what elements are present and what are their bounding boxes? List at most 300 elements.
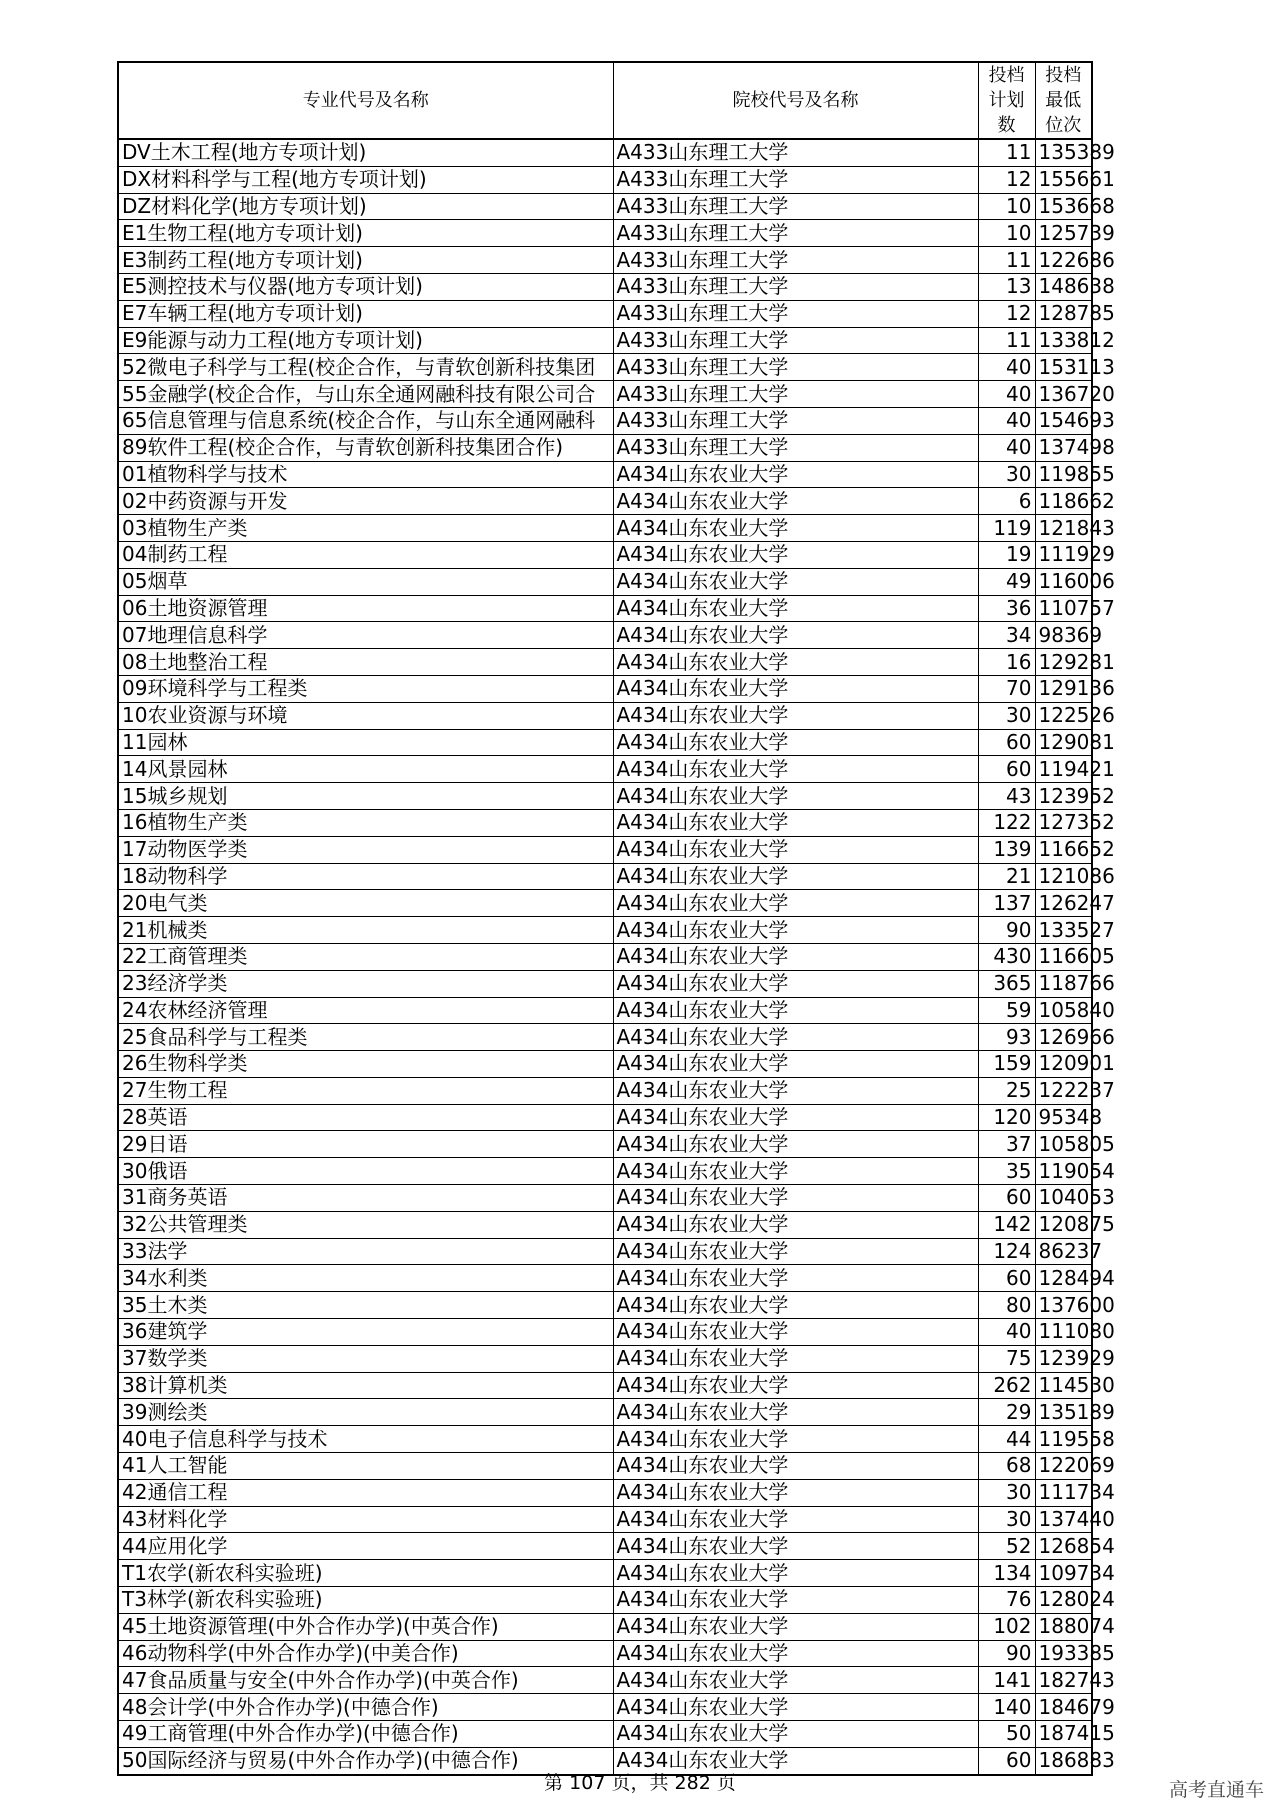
- cell-major: E1生物工程(地方专项计划): [118, 220, 613, 247]
- cell-major: 42通信工程: [118, 1479, 613, 1506]
- cell-major: E3制药工程(地方专项计划): [118, 247, 613, 274]
- cell-rank: 121086: [1035, 863, 1092, 890]
- cell-plan: 430: [978, 943, 1035, 970]
- cell-major: 38计算机类: [118, 1372, 613, 1399]
- cell-rank: 133812: [1035, 327, 1092, 354]
- cell-major: 34水利类: [118, 1265, 613, 1292]
- cell-plan: 140: [978, 1694, 1035, 1721]
- table-row: [118, 1453, 1092, 1480]
- table-row: [118, 1024, 1092, 1051]
- cell-major: 65信息管理与信息系统(校企合作，与山东全通网融科: [118, 407, 613, 434]
- cell-rank: 184679: [1035, 1694, 1092, 1721]
- table-row: [118, 1104, 1092, 1131]
- cell-school: A434山东农业大学: [613, 1747, 978, 1774]
- cell-rank: 128024: [1035, 1587, 1092, 1614]
- cell-major: 35土木类: [118, 1292, 613, 1319]
- table-row: [118, 1721, 1092, 1748]
- cell-major: 10农业资源与环境: [118, 702, 613, 729]
- table-row: [118, 220, 1092, 247]
- cell-rank: 109734: [1035, 1560, 1092, 1587]
- cell-rank: 118766: [1035, 970, 1092, 997]
- table-row: [118, 193, 1092, 220]
- cell-rank: 98369: [1035, 622, 1092, 649]
- table-row: [118, 1077, 1092, 1104]
- table-row: [118, 1211, 1092, 1238]
- cell-plan: 59: [978, 997, 1035, 1024]
- table-row: [118, 756, 1092, 783]
- cell-major: E9能源与动力工程(地方专项计划): [118, 327, 613, 354]
- table-row: [118, 1265, 1092, 1292]
- table-row: [118, 702, 1092, 729]
- table-row: [118, 1131, 1092, 1158]
- cell-rank: 105840: [1035, 997, 1092, 1024]
- cell-major: 33法学: [118, 1238, 613, 1265]
- cell-plan: 40: [978, 381, 1035, 408]
- cell-rank: 137498: [1035, 434, 1092, 461]
- cell-major: 15城乡规划: [118, 783, 613, 810]
- cell-plan: 30: [978, 702, 1035, 729]
- table-row: [118, 1238, 1092, 1265]
- table-row: [118, 1506, 1092, 1533]
- cell-rank: 135389: [1035, 139, 1092, 166]
- cell-major: 18动物科学: [118, 863, 613, 890]
- table-row: [118, 568, 1092, 595]
- cell-school: A434山东农业大学: [613, 461, 978, 488]
- cell-plan: 40: [978, 354, 1035, 381]
- cell-school: A433山东理工大学: [613, 220, 978, 247]
- cell-plan: 141: [978, 1667, 1035, 1694]
- cell-major: 55金融学(校企合作，与山东全通网融科技有限公司合: [118, 381, 613, 408]
- cell-plan: 30: [978, 1479, 1035, 1506]
- cell-plan: 68: [978, 1453, 1035, 1480]
- cell-plan: 70: [978, 675, 1035, 702]
- cell-school: A434山东农业大学: [613, 1721, 978, 1748]
- cell-plan: 13: [978, 273, 1035, 300]
- cell-plan: 44: [978, 1426, 1035, 1453]
- cell-major: 25食品科学与工程类: [118, 1024, 613, 1051]
- cell-major: 06土地资源管理: [118, 595, 613, 622]
- cell-rank: 86237: [1035, 1238, 1092, 1265]
- header-major: 专业代号及名称: [118, 62, 613, 139]
- cell-plan: 34: [978, 622, 1035, 649]
- cell-rank: 154693: [1035, 407, 1092, 434]
- cell-rank: 128494: [1035, 1265, 1092, 1292]
- cell-school: A434山东农业大学: [613, 1372, 978, 1399]
- cell-major: 24农林经济管理: [118, 997, 613, 1024]
- cell-plan: 139: [978, 836, 1035, 863]
- cell-school: A434山东农业大学: [613, 1104, 978, 1131]
- cell-plan: 37: [978, 1131, 1035, 1158]
- cell-major: 16植物生产类: [118, 809, 613, 836]
- table-row: [118, 1640, 1092, 1667]
- table-row: [118, 1185, 1092, 1212]
- cell-rank: 153668: [1035, 193, 1092, 220]
- cell-major: 23经济学类: [118, 970, 613, 997]
- cell-rank: 133527: [1035, 917, 1092, 944]
- cell-school: A433山东理工大学: [613, 193, 978, 220]
- cell-rank: 105805: [1035, 1131, 1092, 1158]
- table-row: [118, 166, 1092, 193]
- cell-major: 32公共管理类: [118, 1211, 613, 1238]
- cell-major: 36建筑学: [118, 1319, 613, 1346]
- cell-school: A434山东农业大学: [613, 1319, 978, 1346]
- cell-rank: 123929: [1035, 1345, 1092, 1372]
- cell-school: A434山东农业大学: [613, 1453, 978, 1480]
- cell-school: A434山东农业大学: [613, 515, 978, 542]
- cell-plan: 119: [978, 515, 1035, 542]
- cell-rank: 110757: [1035, 595, 1092, 622]
- cell-rank: 123952: [1035, 783, 1092, 810]
- cell-major: E5测控技术与仪器(地方专项计划): [118, 273, 613, 300]
- cell-rank: 114530: [1035, 1372, 1092, 1399]
- cell-school: A433山东理工大学: [613, 354, 978, 381]
- cell-plan: 52: [978, 1533, 1035, 1560]
- cell-plan: 60: [978, 1747, 1035, 1774]
- cell-school: A433山东理工大学: [613, 300, 978, 327]
- table-row: [118, 1479, 1092, 1506]
- cell-rank: 137600: [1035, 1292, 1092, 1319]
- cell-plan: 134: [978, 1560, 1035, 1587]
- cell-plan: 43: [978, 783, 1035, 810]
- cell-plan: 75: [978, 1345, 1035, 1372]
- cell-plan: 11: [978, 247, 1035, 274]
- cell-school: A433山东理工大学: [613, 327, 978, 354]
- cell-rank: 126247: [1035, 890, 1092, 917]
- table-row: [118, 863, 1092, 890]
- cell-plan: 365: [978, 970, 1035, 997]
- cell-plan: 35: [978, 1158, 1035, 1185]
- header-plan: 投档计划数: [978, 62, 1035, 139]
- cell-rank: 95348: [1035, 1104, 1092, 1131]
- cell-rank: 155661: [1035, 166, 1092, 193]
- cell-major: 50国际经济与贸易(中外合作办学)(中德合作): [118, 1747, 613, 1774]
- cell-school: A434山东农业大学: [613, 809, 978, 836]
- table-row: [118, 970, 1092, 997]
- cell-school: A434山东农业大学: [613, 1506, 978, 1533]
- table-row: [118, 1051, 1092, 1078]
- cell-school: A433山东理工大学: [613, 166, 978, 193]
- cell-plan: 93: [978, 1024, 1035, 1051]
- cell-school: A434山东农业大学: [613, 1345, 978, 1372]
- cell-rank: 135189: [1035, 1399, 1092, 1426]
- cell-school: A434山东农业大学: [613, 1211, 978, 1238]
- table-row: [118, 1694, 1092, 1721]
- cell-major: 31商务英语: [118, 1185, 613, 1212]
- cell-rank: 129136: [1035, 675, 1092, 702]
- cell-rank: 104053: [1035, 1185, 1092, 1212]
- table-row: [118, 515, 1092, 542]
- table-row: [118, 622, 1092, 649]
- cell-rank: 182743: [1035, 1667, 1092, 1694]
- cell-plan: 36: [978, 595, 1035, 622]
- table-row: [118, 729, 1092, 756]
- cell-rank: 122526: [1035, 702, 1092, 729]
- cell-plan: 90: [978, 917, 1035, 944]
- cell-school: A434山东农业大学: [613, 1694, 978, 1721]
- cell-school: A434山东农业大学: [613, 890, 978, 917]
- admission-table: [117, 61, 1115, 1776]
- cell-major: DV土木工程(地方专项计划): [118, 139, 613, 166]
- cell-rank: 121843: [1035, 515, 1092, 542]
- cell-plan: 6: [978, 488, 1035, 515]
- cell-rank: 119558: [1035, 1426, 1092, 1453]
- table-row: [118, 488, 1092, 515]
- cell-school: A434山东农业大学: [613, 997, 978, 1024]
- cell-plan: 90: [978, 1640, 1035, 1667]
- cell-plan: 30: [978, 461, 1035, 488]
- cell-plan: 102: [978, 1613, 1035, 1640]
- cell-major: 41人工智能: [118, 1453, 613, 1480]
- cell-school: A434山东农业大学: [613, 1265, 978, 1292]
- cell-plan: 159: [978, 1051, 1035, 1078]
- cell-rank: 153113: [1035, 354, 1092, 381]
- cell-major: 48会计学(中外合作办学)(中德合作): [118, 1694, 613, 1721]
- cell-school: A434山东农业大学: [613, 568, 978, 595]
- cell-school: A434山东农业大学: [613, 1399, 978, 1426]
- cell-plan: 40: [978, 434, 1035, 461]
- cell-rank: 119421: [1035, 756, 1092, 783]
- cell-rank: 128785: [1035, 300, 1092, 327]
- cell-major: 89软件工程(校企合作，与青软创新科技集团合作): [118, 434, 613, 461]
- cell-school: A433山东理工大学: [613, 434, 978, 461]
- cell-school: A434山东农业大学: [613, 1051, 978, 1078]
- cell-plan: 12: [978, 166, 1035, 193]
- cell-rank: 136720: [1035, 381, 1092, 408]
- cell-major: 22工商管理类: [118, 943, 613, 970]
- cell-major: 28英语: [118, 1104, 613, 1131]
- cell-school: A434山东农业大学: [613, 649, 978, 676]
- cell-school: A433山东理工大学: [613, 139, 978, 166]
- table-row: [118, 1560, 1092, 1587]
- table-row: [118, 461, 1092, 488]
- table-row: [118, 809, 1092, 836]
- table-row: [118, 1292, 1092, 1319]
- table-row: [118, 595, 1092, 622]
- table-body: [118, 139, 1115, 1775]
- cell-plan: 40: [978, 407, 1035, 434]
- cell-rank: 116605: [1035, 943, 1092, 970]
- table-row: [118, 649, 1092, 676]
- cell-plan: 21: [978, 863, 1035, 890]
- cell-plan: 262: [978, 1372, 1035, 1399]
- header-rank: 投档最低位次: [1035, 62, 1092, 139]
- cell-plan: 60: [978, 756, 1035, 783]
- cell-school: A434山东农业大学: [613, 702, 978, 729]
- cell-school: A434山东农业大学: [613, 1185, 978, 1212]
- cell-major: 40电子信息科学与技术: [118, 1426, 613, 1453]
- cell-rank: 126854: [1035, 1533, 1092, 1560]
- cell-school: A434山东农业大学: [613, 1479, 978, 1506]
- cell-major: 21机械类: [118, 917, 613, 944]
- cell-major: 47食品质量与安全(中外合作办学)(中英合作): [118, 1667, 613, 1694]
- table-row: [118, 997, 1092, 1024]
- cell-plan: 29: [978, 1399, 1035, 1426]
- table-row: [118, 917, 1092, 944]
- cell-rank: 120875: [1035, 1211, 1092, 1238]
- cell-rank: 119855: [1035, 461, 1092, 488]
- cell-major: 46动物科学(中外合作办学)(中美合作): [118, 1640, 613, 1667]
- cell-plan: 11: [978, 139, 1035, 166]
- cell-rank: 111734: [1035, 1479, 1092, 1506]
- cell-major: 45土地资源管理(中外合作办学)(中英合作): [118, 1613, 613, 1640]
- table-row: [118, 273, 1092, 300]
- cell-rank: 120901: [1035, 1051, 1092, 1078]
- cell-plan: 40: [978, 1319, 1035, 1346]
- cell-school: A433山东理工大学: [613, 381, 978, 408]
- cell-rank: 125739: [1035, 220, 1092, 247]
- cell-school: A434山东农业大学: [613, 541, 978, 568]
- cell-rank: 111080: [1035, 1319, 1092, 1346]
- cell-major: 39测绘类: [118, 1399, 613, 1426]
- cell-school: A433山东理工大学: [613, 247, 978, 274]
- cell-rank: 122237: [1035, 1077, 1092, 1104]
- cell-plan: 60: [978, 729, 1035, 756]
- cell-plan: 49: [978, 568, 1035, 595]
- cell-plan: 60: [978, 1185, 1035, 1212]
- table-row: [118, 1426, 1092, 1453]
- table-row: [118, 541, 1092, 568]
- cell-school: A434山东农业大学: [613, 1667, 978, 1694]
- cell-plan: 16: [978, 649, 1035, 676]
- cell-rank: 118662: [1035, 488, 1092, 515]
- cell-rank: 148638: [1035, 273, 1092, 300]
- cell-rank: 187415: [1035, 1721, 1092, 1748]
- table-row: [118, 354, 1092, 381]
- cell-major: 30俄语: [118, 1158, 613, 1185]
- cell-major: 04制药工程: [118, 541, 613, 568]
- cell-plan: 12: [978, 300, 1035, 327]
- cell-school: A434山东农业大学: [613, 863, 978, 890]
- cell-plan: 60: [978, 1265, 1035, 1292]
- table-row: [118, 327, 1092, 354]
- watermark-text: 高考直通车: [1168, 1779, 1264, 1801]
- cell-school: A434山东农业大学: [613, 1292, 978, 1319]
- cell-major: T1农学(新农科实验班): [118, 1560, 613, 1587]
- cell-school: A434山东农业大学: [613, 1560, 978, 1587]
- cell-major: 05烟草: [118, 568, 613, 595]
- cell-school: A434山东农业大学: [613, 917, 978, 944]
- cell-plan: 10: [978, 193, 1035, 220]
- table-row: [118, 1587, 1092, 1614]
- cell-school: A434山东农业大学: [613, 1533, 978, 1560]
- cell-major: 49工商管理(中外合作办学)(中德合作): [118, 1721, 613, 1748]
- cell-major: 14风景园林: [118, 756, 613, 783]
- cell-major: 02中药资源与开发: [118, 488, 613, 515]
- cell-school: A434山东农业大学: [613, 729, 978, 756]
- cell-major: 52微电子科学与工程(校企合作，与青软创新科技集团: [118, 354, 613, 381]
- cell-major: 08土地整治工程: [118, 649, 613, 676]
- table-row: [118, 783, 1092, 810]
- table-row: [118, 1533, 1092, 1560]
- cell-school: A434山东农业大学: [613, 1426, 978, 1453]
- cell-school: A433山东理工大学: [613, 407, 978, 434]
- cell-school: A434山东农业大学: [613, 1238, 978, 1265]
- cell-rank: 122686: [1035, 247, 1092, 274]
- header-row: [118, 62, 1092, 139]
- table-row: [118, 1372, 1092, 1399]
- table-row: [118, 1345, 1092, 1372]
- cell-school: A434山东农业大学: [613, 836, 978, 863]
- cell-rank: 137440: [1035, 1506, 1092, 1533]
- page-footer: 第 107 页，共 282 页: [544, 1772, 736, 1794]
- cell-school: A434山东农业大学: [613, 488, 978, 515]
- cell-school: A434山东农业大学: [613, 1077, 978, 1104]
- cell-rank: 116652: [1035, 836, 1092, 863]
- cell-major: 43材料化学: [118, 1506, 613, 1533]
- cell-plan: 142: [978, 1211, 1035, 1238]
- cell-rank: 193385: [1035, 1640, 1092, 1667]
- cell-plan: 76: [978, 1587, 1035, 1614]
- cell-plan: 124: [978, 1238, 1035, 1265]
- cell-plan: 19: [978, 541, 1035, 568]
- cell-major: T3林学(新农科实验班): [118, 1587, 613, 1614]
- cell-plan: 11: [978, 327, 1035, 354]
- cell-major: DZ材料化学(地方专项计划): [118, 193, 613, 220]
- cell-major: 37数学类: [118, 1345, 613, 1372]
- cell-plan: 25: [978, 1077, 1035, 1104]
- cell-rank: 188074: [1035, 1613, 1092, 1640]
- cell-school: A434山东农业大学: [613, 595, 978, 622]
- cell-major: 11园林: [118, 729, 613, 756]
- cell-school: A434山东农业大学: [613, 1024, 978, 1051]
- cell-rank: 186883: [1035, 1747, 1092, 1774]
- cell-rank: 129081: [1035, 729, 1092, 756]
- cell-school: A434山东农业大学: [613, 1158, 978, 1185]
- cell-major: 27生物工程: [118, 1077, 613, 1104]
- table-row: [118, 381, 1092, 408]
- cell-plan: 137: [978, 890, 1035, 917]
- cell-major: 26生物科学类: [118, 1051, 613, 1078]
- cell-school: A434山东农业大学: [613, 1613, 978, 1640]
- cell-major: DX材料科学与工程(地方专项计划): [118, 166, 613, 193]
- table-row: [118, 675, 1092, 702]
- cell-plan: 30: [978, 1506, 1035, 1533]
- cell-major: 44应用化学: [118, 1533, 613, 1560]
- cell-rank: 119054: [1035, 1158, 1092, 1185]
- cell-rank: 122069: [1035, 1453, 1092, 1480]
- cell-school: A434山东农业大学: [613, 1640, 978, 1667]
- table-row: [118, 1399, 1092, 1426]
- table-row: [118, 247, 1092, 274]
- cell-major: 20电气类: [118, 890, 613, 917]
- cell-plan: 80: [978, 1292, 1035, 1319]
- cell-school: A434山东农业大学: [613, 675, 978, 702]
- table-row: [118, 407, 1092, 434]
- cell-plan: 10: [978, 220, 1035, 247]
- table-row: [118, 1158, 1092, 1185]
- cell-school: A434山东农业大学: [613, 1131, 978, 1158]
- cell-school: A434山东农业大学: [613, 943, 978, 970]
- cell-rank: 126966: [1035, 1024, 1092, 1051]
- cell-rank: 127352: [1035, 809, 1092, 836]
- cell-rank: 111929: [1035, 541, 1092, 568]
- table-row: [118, 1319, 1092, 1346]
- table-row: [118, 890, 1092, 917]
- header-school: 院校代号及名称: [613, 62, 978, 139]
- table-row: [118, 836, 1092, 863]
- cell-school: A433山东理工大学: [613, 273, 978, 300]
- table-row: [118, 434, 1092, 461]
- cell-plan: 120: [978, 1104, 1035, 1131]
- cell-plan: 122: [978, 809, 1035, 836]
- table-row: [118, 139, 1092, 166]
- cell-school: A434山东农业大学: [613, 622, 978, 649]
- cell-major: 03植物生产类: [118, 515, 613, 542]
- cell-major: 17动物医学类: [118, 836, 613, 863]
- cell-major: 29日语: [118, 1131, 613, 1158]
- cell-major: 09环境科学与工程类: [118, 675, 613, 702]
- cell-major: 01植物科学与技术: [118, 461, 613, 488]
